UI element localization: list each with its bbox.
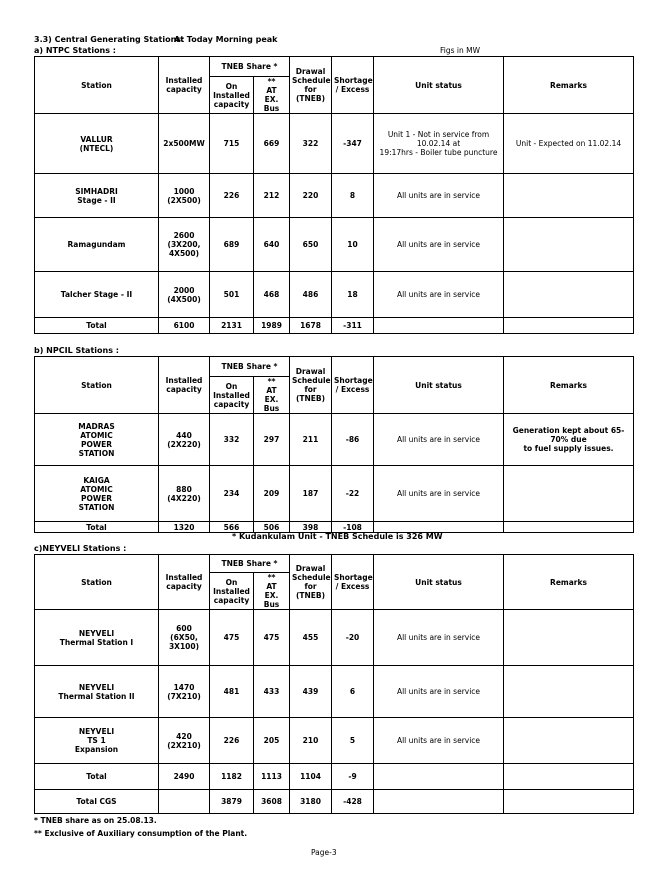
header-installed: Installed capacity: [159, 357, 210, 414]
on-installed-value: 481: [210, 666, 254, 718]
header-tneb-share: TNEB Share *: [210, 555, 290, 573]
on-installed-value: 226: [210, 718, 254, 764]
unit-status: All units are in service: [374, 718, 504, 764]
table-row: [35, 272, 634, 318]
unit-status: All units are in service: [374, 272, 504, 318]
total-installed: 6100: [159, 318, 210, 334]
header-tneb-share: TNEB Share *: [210, 57, 290, 77]
total-cgs-row: [35, 790, 634, 814]
table-row: [35, 466, 634, 522]
unit-status: All units are in service: [374, 466, 504, 522]
remarks: [504, 718, 634, 764]
header-station: Station: [35, 57, 159, 114]
header-unit-status: Unit status: [374, 357, 504, 414]
header-remarks: Remarks: [504, 555, 634, 610]
footnote-tneb-share: * TNEB share as on 25.08.13.: [34, 816, 157, 825]
header-shortage: Shortage / Excess: [332, 555, 374, 610]
total-on-installed: 1182: [210, 764, 254, 790]
header-station: Station: [35, 555, 159, 610]
shortage-value: -20: [332, 610, 374, 666]
total-cgs-at-ex-bus: 3608: [254, 790, 290, 814]
remarks: [504, 610, 634, 666]
shortage-value: 18: [332, 272, 374, 318]
station-name: MADRAS ATOMIC POWER STATION: [35, 414, 159, 466]
neyveli-header-row: [35, 555, 634, 573]
remarks: Generation kept about 65-70% due to fuel supply issues.: [504, 414, 634, 466]
remarks: [504, 272, 634, 318]
header-station: Station: [35, 357, 159, 414]
header-shortage: Shortage / Excess: [332, 357, 374, 414]
total-cgs-drawal: 3180: [290, 790, 332, 814]
remarks: [504, 466, 634, 522]
on-installed-value: 501: [210, 272, 254, 318]
header-remarks: Remarks: [504, 57, 634, 114]
at-ex-bus-value: 297: [254, 414, 290, 466]
header-installed: Installed capacity: [159, 57, 210, 114]
header-drawal: Drawal Schedule for (TNEB): [290, 555, 332, 610]
drawal-value: 650: [290, 218, 332, 272]
ntpc-table: [34, 56, 634, 334]
at-ex-bus-value: 468: [254, 272, 290, 318]
unit-status: Unit 1 - Not in service from 10.02.14 at 19:17hrs - Boiler tube puncture: [374, 114, 504, 174]
on-installed-value: 475: [210, 610, 254, 666]
neyveli-table: [34, 554, 634, 814]
unit-status: All units are in service: [374, 218, 504, 272]
section-title: 3.3) Central Generating Stations:: [34, 35, 185, 44]
station-name: Talcher Stage - II: [35, 272, 159, 318]
total-row: [35, 522, 634, 533]
figs-note: Figs in MW: [440, 46, 481, 55]
total-label: Total: [35, 764, 159, 790]
header-at-ex-bus: ** AT EX. Bus: [254, 573, 290, 610]
unit-status: All units are in service: [374, 174, 504, 218]
total-installed: 1320: [159, 522, 210, 533]
ntpc-header-row: [35, 57, 634, 77]
npcil-header-row: [35, 357, 634, 377]
station-name: Ramagundam: [35, 218, 159, 272]
total-installed: 2490: [159, 764, 210, 790]
total-drawal: 398: [290, 522, 332, 533]
total-at-ex-bus: 1113: [254, 764, 290, 790]
header-remarks: Remarks: [504, 357, 634, 414]
installed-capacity: 1000 (2X500): [159, 174, 210, 218]
total-drawal: 1678: [290, 318, 332, 334]
shortage-value: 10: [332, 218, 374, 272]
installed-capacity: 440 (2X220): [159, 414, 210, 466]
npcil-table: [34, 356, 634, 533]
unit-status: All units are in service: [374, 414, 504, 466]
station-name: NEYVELI TS 1 Expansion: [35, 718, 159, 764]
on-installed-value: 715: [210, 114, 254, 174]
drawal-value: 220: [290, 174, 332, 218]
installed-capacity: 2x500MW: [159, 114, 210, 174]
header-installed: Installed capacity: [159, 555, 210, 610]
header-tneb-share: TNEB Share *: [210, 357, 290, 377]
total-shortage: -108: [332, 522, 374, 533]
header-shortage: Shortage / Excess: [332, 57, 374, 114]
footnote-auxiliary: ** Exclusive of Auxiliary consumption of the Plant.: [34, 829, 248, 838]
remarks: [504, 218, 634, 272]
table-row: [35, 666, 634, 718]
ntpc-title: a) NTPC Stations :: [34, 46, 116, 55]
header-at-ex-bus: ** AT EX. Bus: [254, 77, 290, 114]
at-ex-bus-value: 669: [254, 114, 290, 174]
kudankulam-note: * Kudankulam Unit - TNEB Schedule is 326 MW: [232, 532, 443, 541]
remarks: [504, 174, 634, 218]
header-unit-status: Unit status: [374, 57, 504, 114]
unit-status: All units are in service: [374, 610, 504, 666]
total-label: Total: [35, 318, 159, 334]
remarks: [504, 666, 634, 718]
table-row: [35, 174, 634, 218]
on-installed-value: 234: [210, 466, 254, 522]
total-at-ex-bus: 1989: [254, 318, 290, 334]
total-shortage: -9: [332, 764, 374, 790]
page-number: Page-3: [311, 848, 337, 857]
drawal-value: 210: [290, 718, 332, 764]
shortage-value: 5: [332, 718, 374, 764]
at-ex-bus-value: 205: [254, 718, 290, 764]
header-on-installed: On Installed capacity: [210, 377, 254, 414]
installed-capacity: 420 (2X210): [159, 718, 210, 764]
at-ex-bus-value: 640: [254, 218, 290, 272]
on-installed-value: 689: [210, 218, 254, 272]
total-on-installed: 2131: [210, 318, 254, 334]
total-label: Total: [35, 522, 159, 533]
drawal-value: 455: [290, 610, 332, 666]
table-row: [35, 414, 634, 466]
on-installed-value: 226: [210, 174, 254, 218]
header-on-installed: On Installed capacity: [210, 573, 254, 610]
total-cgs-shortage: -428: [332, 790, 374, 814]
shortage-value: -22: [332, 466, 374, 522]
at-ex-bus-value: 475: [254, 610, 290, 666]
station-name: KAIGA ATOMIC POWER STATION: [35, 466, 159, 522]
station-name: SIMHADRI Stage - II: [35, 174, 159, 218]
header-unit-status: Unit status: [374, 555, 504, 610]
total-shortage: -311: [332, 318, 374, 334]
drawal-value: 486: [290, 272, 332, 318]
total-cgs-label: Total CGS: [35, 790, 159, 814]
station-name: NEYVELI Thermal Station I: [35, 610, 159, 666]
station-name: NEYVELI Thermal Station II: [35, 666, 159, 718]
shortage-value: -347: [332, 114, 374, 174]
installed-capacity: 1470 (7X210): [159, 666, 210, 718]
drawal-value: 211: [290, 414, 332, 466]
header-at-ex-bus: ** AT EX. Bus: [254, 377, 290, 414]
table-row: [35, 718, 634, 764]
table-row: [35, 218, 634, 272]
table-row: [35, 610, 634, 666]
drawal-value: 322: [290, 114, 332, 174]
header-on-installed: On Installed capacity: [210, 77, 254, 114]
total-at-ex-bus: 506: [254, 522, 290, 533]
header-drawal: Drawal Schedule for (TNEB): [290, 57, 332, 114]
total-cgs-on-installed: 3879: [210, 790, 254, 814]
total-row: [35, 764, 634, 790]
total-on-installed: 566: [210, 522, 254, 533]
neyveli-title: c)NEYVELI Stations :: [34, 544, 127, 553]
drawal-value: 187: [290, 466, 332, 522]
total-row: [35, 318, 634, 334]
remarks: Unit - Expected on 11.02.14: [504, 114, 634, 174]
on-installed-value: 332: [210, 414, 254, 466]
total-cgs-installed: [159, 790, 210, 814]
total-drawal: 1104: [290, 764, 332, 790]
table-row: [35, 114, 634, 174]
section-subtitle: At Today Morning peak: [174, 35, 278, 44]
station-name: VALLUR (NTECL): [35, 114, 159, 174]
npcil-title: b) NPCIL Stations :: [34, 346, 119, 355]
shortage-value: 6: [332, 666, 374, 718]
header-drawal: Drawal Schedule for (TNEB): [290, 357, 332, 414]
at-ex-bus-value: 209: [254, 466, 290, 522]
drawal-value: 439: [290, 666, 332, 718]
at-ex-bus-value: 212: [254, 174, 290, 218]
installed-capacity: 600 (6X50, 3X100): [159, 610, 210, 666]
shortage-value: -86: [332, 414, 374, 466]
at-ex-bus-value: 433: [254, 666, 290, 718]
unit-status: All units are in service: [374, 666, 504, 718]
installed-capacity: 880 (4X220): [159, 466, 210, 522]
shortage-value: 8: [332, 174, 374, 218]
installed-capacity: 2600 (3X200, 4X500): [159, 218, 210, 272]
installed-capacity: 2000 (4X500): [159, 272, 210, 318]
